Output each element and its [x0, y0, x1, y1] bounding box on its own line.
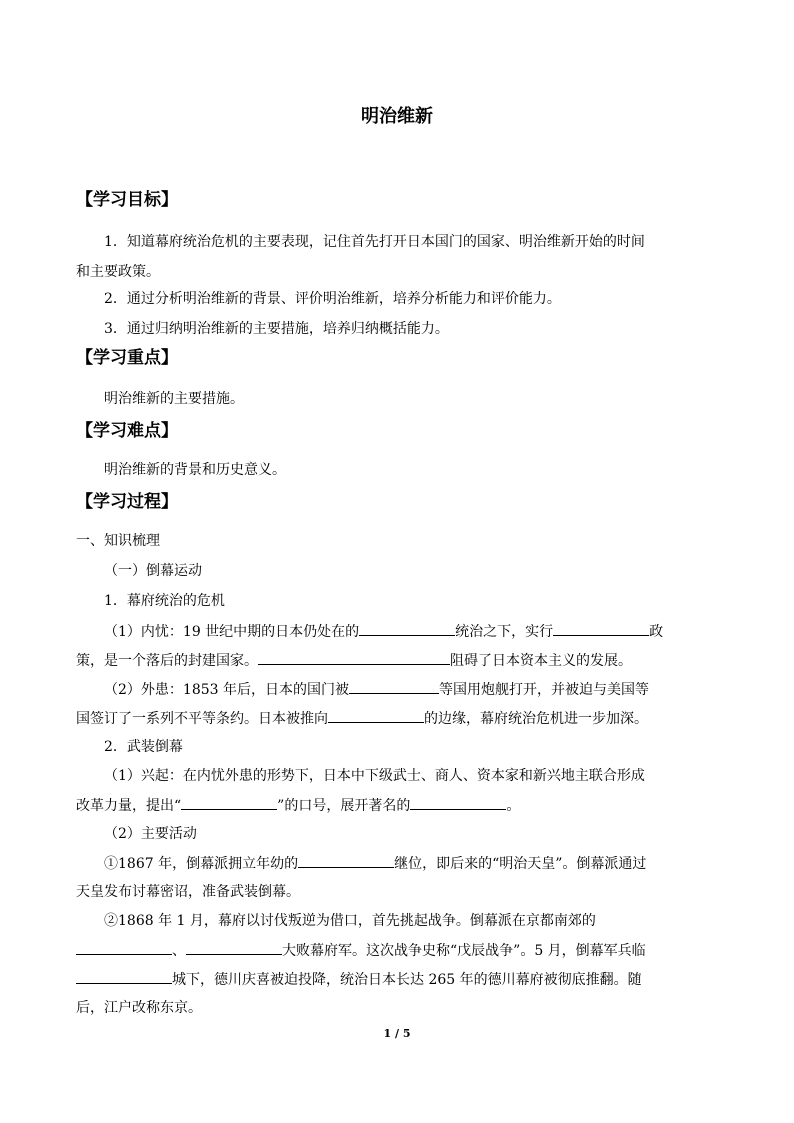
text-segment: ①1867 年，倒幕派拥立年幼的	[104, 856, 299, 872]
fill-blank[interactable]	[76, 968, 172, 984]
text-segment: （2）外患：1853 年后，日本的国门被	[104, 682, 349, 698]
text-segment: 策，是一个落后的封建国家。	[76, 653, 258, 669]
fill-blank[interactable]	[349, 678, 439, 694]
text-segment: 大败幕府军。这次战争史称“戊辰战争”。5 月，倒幕军兵临	[282, 943, 646, 959]
point-armed-overthrow: 2．武装倒幕	[104, 739, 183, 755]
internal-trouble-line1	[104, 620, 663, 643]
activity-2-line4: 后，江户改称东京。	[76, 1000, 202, 1016]
fill-blank[interactable]	[553, 620, 649, 636]
document-title: 明治维新	[361, 106, 433, 127]
heading-key-points: 【学习重点】	[76, 348, 178, 368]
text-segment: 城下，德川庆喜被迫投降，统治日本长达 265 年的德川幕府被彻底推翻。随	[172, 972, 642, 988]
text-segment: 阻碍了日本资本主义的发展。	[450, 653, 632, 669]
text-segment: 继位，即后来的“明治天皇”。倒幕派通过	[394, 856, 647, 872]
text-segment: 的边缘，幕府统治危机进一步加深。	[424, 711, 648, 727]
activity-2-line1: ②1868 年 1 月，幕府以讨伐叛逆为借口，首先挑起战争。倒幕派在京都南郊的	[104, 913, 596, 929]
activity-1-line2: 天皇发布讨幕密诏，准备武装倒幕。	[76, 884, 300, 900]
rise-line1: （1）兴起：在内忧外患的形势下，日本中下级武士、商人、资本家和新兴地主联合形成	[104, 768, 645, 784]
heading-process: 【学习过程】	[76, 492, 178, 512]
page-number: 1 / 5	[383, 1027, 411, 1040]
fill-blank[interactable]	[359, 620, 455, 636]
fill-blank[interactable]	[76, 939, 172, 955]
text-segment: 等国用炮舰打开，并被迫与美国等	[439, 682, 649, 698]
text-segment: 改革力量，提出“	[76, 798, 182, 814]
fill-blank[interactable]	[181, 794, 277, 810]
key-points-text: 明治维新的主要措施。	[104, 391, 244, 407]
text-segment: 政	[649, 624, 664, 640]
difficulties-text: 明治维新的背景和历史意义。	[104, 462, 286, 478]
internal-trouble-line2	[76, 649, 632, 672]
heading-objectives: 【学习目标】	[76, 190, 178, 210]
subsection-overthrow: （一）倒幕运动	[104, 563, 202, 579]
text-segment: （1）内忧：19 世纪中期的日本仍处在的	[104, 624, 360, 640]
fill-blank[interactable]	[258, 649, 450, 665]
fill-blank[interactable]	[410, 794, 506, 810]
external-threat-line1	[104, 678, 649, 701]
text-segment: 国签订了一系列不平等条约。日本被推向	[76, 711, 328, 727]
text-segment: 。	[506, 798, 521, 814]
fill-blank[interactable]	[328, 707, 424, 723]
rise-line2	[76, 794, 520, 817]
activity-2-line3	[76, 968, 642, 991]
external-threat-line2	[76, 707, 648, 730]
activity-2-line2	[76, 939, 646, 962]
text-segment: 、	[172, 943, 186, 959]
objective-3: 3．通过归纳明治维新的主要措施，培养归纳概括能力。	[104, 321, 449, 337]
text-segment: ”的口号，展开著名的	[277, 798, 411, 814]
objective-2: 2．通过分析明治维新的背景、评价明治维新，培养分析能力和评价能力。	[104, 291, 561, 307]
heading-difficulties: 【学习难点】	[76, 421, 178, 441]
section-knowledge-review: 一、知识梳理	[76, 533, 160, 549]
point-shogunate-crisis: 1．幕府统治的危机	[104, 593, 225, 609]
activity-1-line1	[104, 852, 646, 875]
fill-blank[interactable]	[298, 852, 394, 868]
objective-1-line2: 和主要政策。	[76, 264, 160, 280]
fill-blank[interactable]	[186, 939, 282, 955]
main-activities: （2）主要活动	[104, 826, 197, 842]
objective-1-line1: 1．知道幕府统治危机的主要表现，记住首先打开日本国门的国家、明治维新开始的时间	[104, 234, 645, 250]
text-segment: 统治之下，实行	[455, 624, 554, 640]
